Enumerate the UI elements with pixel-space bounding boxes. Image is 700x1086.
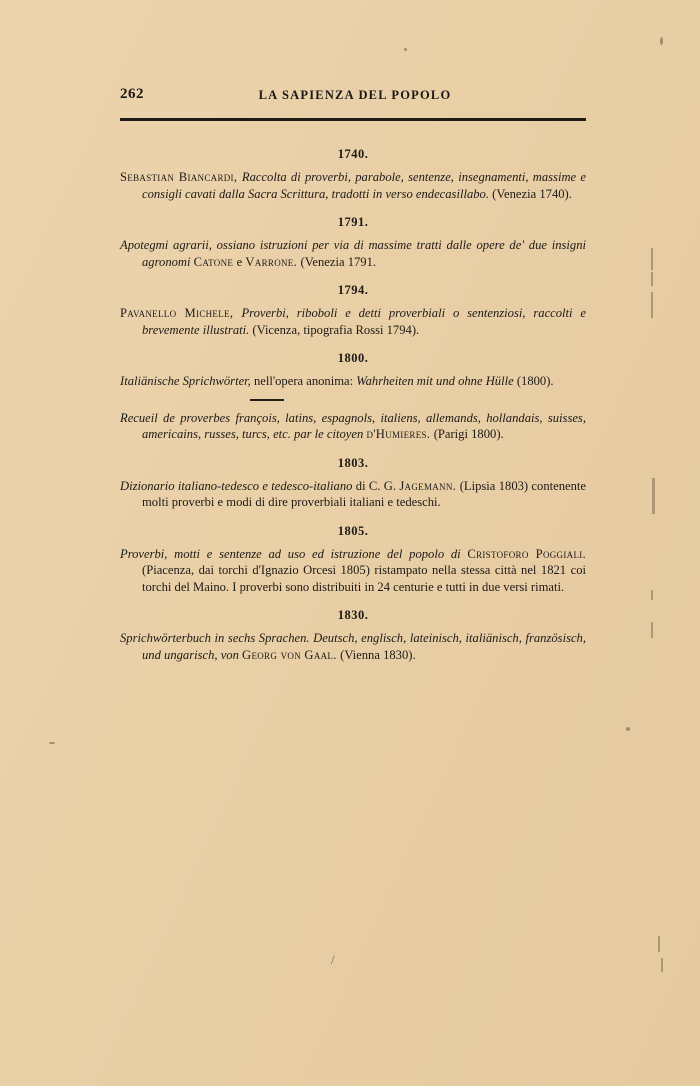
edge-mark [658,936,660,952]
bibliography-entry [120,237,586,270]
paper-speck [404,48,407,51]
entry-text: Jagemann. [399,478,460,493]
entry-text: Varrone. [245,254,301,269]
edge-mark [661,958,663,972]
edge-mark [652,478,655,514]
bibliography-body [120,134,586,665]
edge-mark [651,622,653,638]
year-heading: 1830. [337,608,369,622]
bibliography-entry [120,305,586,338]
header-rule [120,118,586,121]
bibliography-entry [120,169,586,202]
edge-mark [651,272,653,286]
paper-speck [626,727,630,731]
page-number: 262 [120,86,144,102]
bibliography-entry [120,546,586,596]
edge-mark [651,248,653,270]
entry-text: d'Humieres. [366,427,434,441]
paper-speck: / [331,952,335,967]
year-heading: 1791. [337,215,369,229]
entry-text: Georg von Gaal. [242,647,341,662]
entry-text: Raccolta di proverbi, parabole, sentenze, insegnamenti, massime e consigli cavati dalla Sacra Scrittura, tradotti in verso endecasillabo. [142,170,586,201]
entry-text: nell'opera anonima: [253,374,357,388]
entry-text: Apotegmi agrarii, ossiano istruzioni per via di massime tratti dalle opere de' due insigni agronomi [120,238,586,269]
edge-mark [651,292,653,318]
entry-text: Proverbi, riboboli e detti proverbiali o sentenziosi, raccolti e brevemente illustrati. [142,306,586,337]
entry-text: Wahrheiten mit und ohne Hülle [356,374,517,388]
entry-text: (Lipsia 1803) contenente molti proverbi e modi di dire proverbiali italiani e tedeschi. [142,478,586,509]
entry-text: Cristoforo Poggiali. [467,546,586,561]
section-divider [250,399,284,401]
entry-text: (Vicenza, tipografia Rossi 1794). [252,322,420,337]
year-heading: 1800. [337,351,369,365]
entry-text: di C. G. [355,478,400,493]
paper-speck [49,742,55,744]
entry-text: Dizionario italiano-tedesco e tedesco-italiano [120,478,356,493]
entry-text: Italiänische Sprichwörter, [120,374,254,388]
entry-text: (Venezia 1791. [300,254,377,269]
bibliography-entry [120,373,586,390]
entry-text: (1800). [516,374,554,388]
bibliography-entry [120,478,586,511]
entry-text: Sebastian Biancardi, [120,170,242,184]
entry-text: Proverbi, motti e sentenze ad uso ed istruzione del popolo di [120,546,468,561]
year-heading: 1794. [337,283,369,297]
running-title: LA SAPIENZA DEL POPOLO [258,88,452,102]
entry-text: (Venezia 1740). [492,186,572,201]
entry-text: Recueil de proverbes françois, latins, espagnols, italiens, allemands, hollandais, suisses, americains, russes, turcs, etc. par le citoyen [120,410,586,441]
edge-mark [651,590,653,600]
entry-text: Sprichwörterbuch in sechs Sprachen. Deutsch, englisch, lateinisch, italiänisch, französisch, und ungarisch, von [120,631,586,662]
entry-text: e [236,254,246,269]
entry-text: (Vienna 1830). [340,647,416,662]
bibliography-entry [120,630,586,663]
year-heading: 1803. [337,455,369,470]
year-heading: 1805. [337,523,369,538]
entry-text: Catone [193,254,237,269]
entry-text: (Piacenza, dai torchi d'Ignazio Orcesi 1805) ristampato nella stessa città nel 1821 coi torchi del Maino. I proverbi sono distribuiti in 24 centurie e tutti in due versi rimati. [142,563,586,594]
entry-text: Pavanello Michele, [120,306,242,320]
paper-speck [660,37,663,45]
page-header [120,86,590,108]
entry-text: (Parigi 1800). [433,427,504,441]
bibliography-entry [120,410,586,443]
year-heading: 1740. [337,147,369,161]
